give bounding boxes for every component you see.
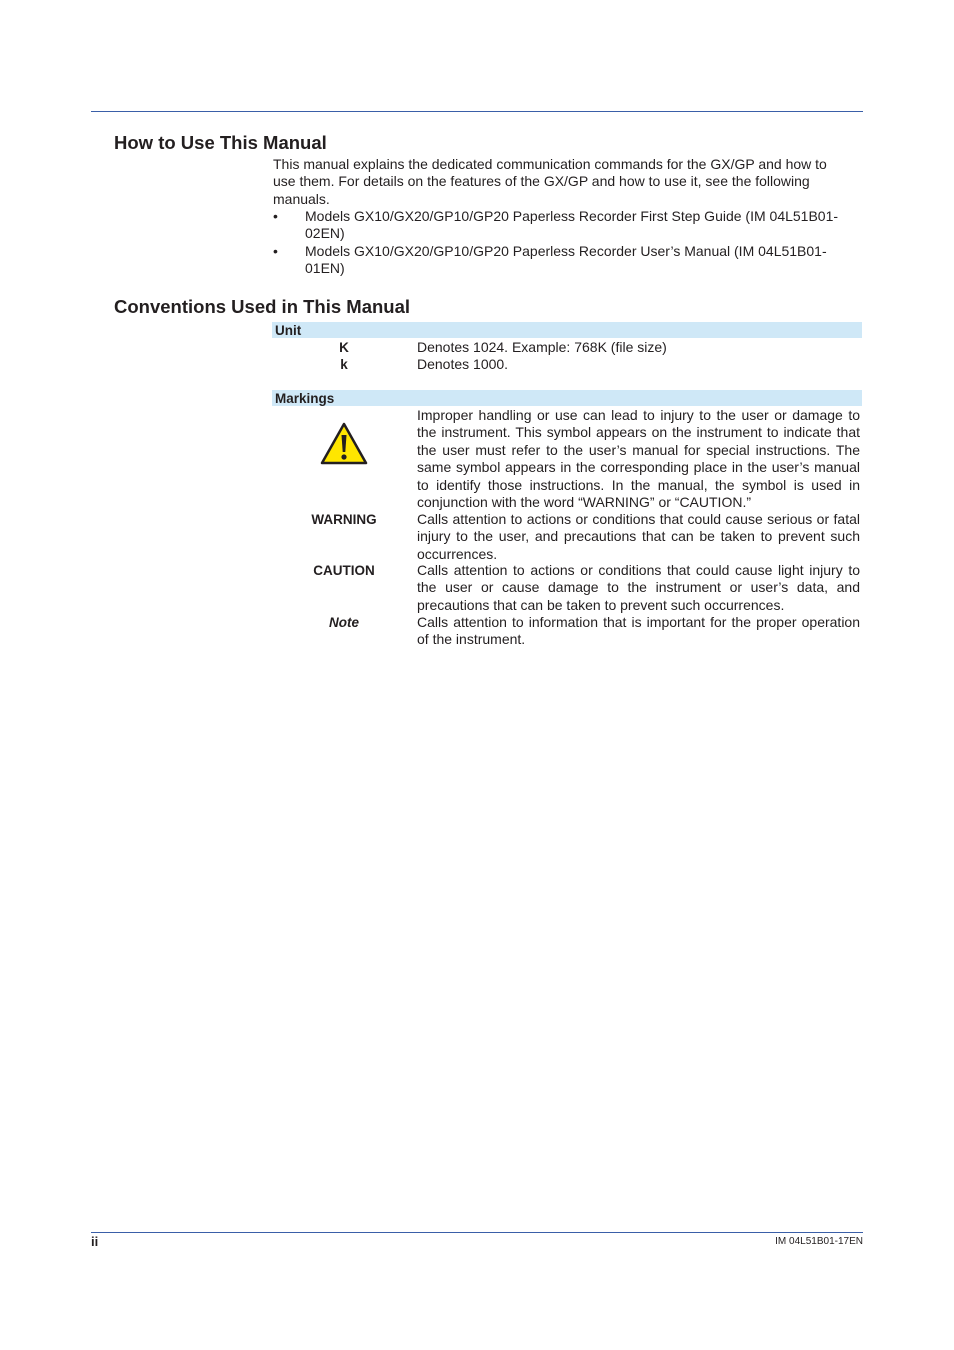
- warning-description: Calls attention to actions or conditions that could cause serious or fatal injury to the user, and precautions that can be taken to prevent such occurrences.: [417, 511, 860, 562]
- list-item: [273, 208, 853, 243]
- how-to-use-paragraph: This manual explains the dedicated communication commands for the GX/GP and how to use them. For details on the features of the GX/GP and how to use it, see the following manuals.: [273, 156, 827, 207]
- unit-heading-band: Unit: [272, 322, 862, 338]
- list-item-text: Models GX10/GX20/GP10/GP20 Paperless Recorder First Step Guide (IM 04L51B01-02EN): [305, 208, 839, 242]
- unit-term-K: K: [339, 340, 349, 355]
- section-title-conventions: Conventions Used in This Manual: [114, 296, 411, 317]
- page-number: ii: [91, 1234, 99, 1249]
- unit-term-k: k: [340, 357, 348, 372]
- symbol-description: Improper handling or use can lead to injury to the user or damage to the instrument. This symbol appears on the instrument to indicate that the user must refer to the user’s manual for special instructions. The same symbol appears in the corresponding place in the user’s manual to identify those instructions. In the manual, the symbol is used in conjunction with the word “WARNING” or “CAUTION.”: [417, 407, 860, 511]
- bullet-icon: •: [273, 242, 278, 259]
- unit-desc-k: Denotes 1000.: [417, 356, 509, 372]
- section-title-how-to-use: How to Use This Manual: [114, 132, 327, 153]
- caution-term: CAUTION: [313, 563, 375, 578]
- markings-heading-band: Markings: [272, 390, 862, 406]
- manual-list: [273, 208, 853, 278]
- warning-term: WARNING: [311, 512, 377, 527]
- header-rule: [91, 111, 863, 112]
- note-term: Note: [329, 615, 359, 630]
- bullet-icon: •: [273, 208, 278, 224]
- document-id: IM 04L51B01-17EN: [775, 1236, 863, 1247]
- warning-triangle-icon: [320, 422, 368, 465]
- note-description: Calls attention to information that is important for the proper operation of the instrument.: [417, 614, 860, 648]
- list-item: [273, 243, 853, 278]
- list-item-text: Models GX10/GX20/GP10/GP20 Paperless Recorder User’s Manual (IM 04L51B01-01EN): [305, 242, 827, 277]
- caution-description: Calls attention to actions or conditions that could cause light injury to the user or cause damage to the instrument or user’s data, and precautions that can be taken to prevent such occurrences.: [417, 562, 860, 613]
- unit-desc-K: Denotes 1024. Example: 768K (file size): [417, 339, 667, 355]
- footer-rule: [91, 1232, 863, 1233]
